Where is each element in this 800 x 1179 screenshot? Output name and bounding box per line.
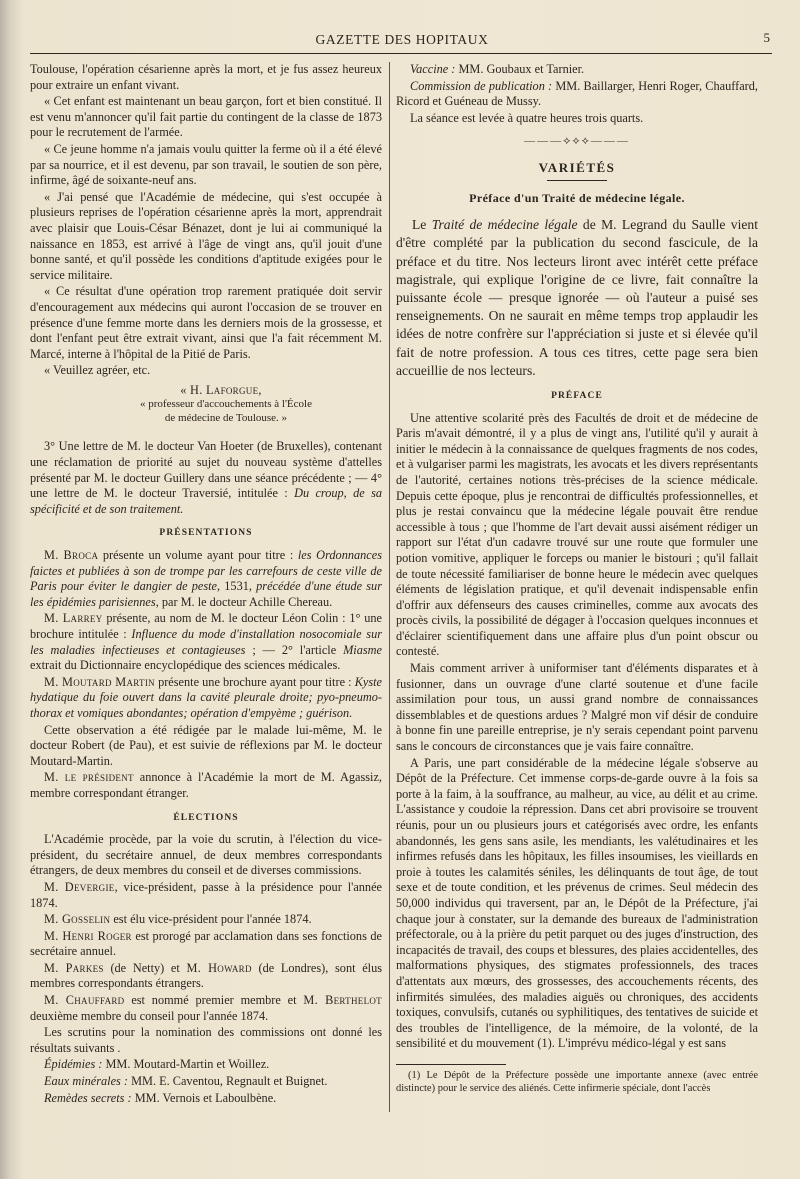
- member-name: M. Gosselin: [44, 912, 111, 927]
- commission-members: MM. Goubaux et Tarnier.: [458, 62, 585, 76]
- commission-members: MM. Moutard-Martin et Woillez.: [105, 1057, 270, 1072]
- commission-label: Eaux minérales :: [44, 1074, 129, 1089]
- newspaper-title: GAZETTE DES HOPITAUX: [315, 32, 489, 47]
- correspondence-item: [30, 439, 382, 517]
- section-heading-preface: PRÉFACE: [551, 390, 603, 401]
- letter-paragraph: « Cet enfant est maintenant un beau garçon, fort et bien constitué. Il est venu m'annoncer qu'il fait partie du contingent de la classe de 1873 pour le recrutement de l'armée.: [30, 94, 382, 140]
- work-title: Miasme: [343, 642, 382, 657]
- presentation-moutard: [30, 675, 382, 722]
- presentation-text: présente, au nom de M. le docteur Léon Colin : 1° une brochure intitulée :: [30, 611, 382, 641]
- commission-label: Commission de publication :: [410, 78, 553, 93]
- speaker-name: M. Larrey: [44, 611, 103, 626]
- election-chauffard: [30, 993, 382, 1024]
- election-text: (de Netty) et: [110, 960, 180, 975]
- presentation-text: présente une brochure ayant pour titre :: [158, 674, 352, 689]
- work-title: Kyste hydatique du foie ouvert dans la cavité pleurale droite; pyo-pneumo-thorax et vomiques abondantes; opération d'empyème ; guérison.: [30, 674, 382, 720]
- letter-paragraph: « Ce résultat d'une opération trop rarement pratiquée doit servir d'encouragement aux médecins qui auront l'occasion de se trouver en présence d'une femme morte dans les derniers mois de la grossesse, et dont l'enfant peut être extrait vivant, ainsi que l'a fait récemment M. Marcé, interne à l'hôpital de la Pitié de Paris.: [30, 284, 382, 361]
- member-name: M. Parkes: [44, 960, 104, 975]
- commission-label: Épidémies :: [44, 1057, 103, 1072]
- section-heading-presentations: PRÉSENTATIONS: [159, 528, 253, 539]
- signature-title: de médecine de Toulouse. »: [164, 411, 288, 424]
- presentation-larrey: [30, 611, 382, 673]
- election-roger: [30, 929, 382, 960]
- preface-paragraph: Une attentive scolarité près des Facultés de droit et de médecine de Paris m'avait démontré, il y a plus de vingt ans, l'utilité qu'il y aurait à initier le médecin à la connaissance de quelques fragments de nos codes, et à vulgariser parmi les magistrats, les avocats et les divers représentants de l'autorité, certaines notions très-précises de la science médicale. Depuis cette époque, plus je rencontrai de difficultés professionnelles, et plus je restai convaincu que la médecine légale pouvait être rendue accessible à tous ; que l'homme de l'art devait aussi aisément rédiger un rapport sur l'état d'un cadavre trouvé sur une route que formuler une potion vomitive, appliquer le forceps ou manier le bistouri ; qu'il fallait de toute nécessité familiariser de bonne heure le médecin avec quelques éléments de législation pratique, et qu'il devenait indispensable enfin d'offrir aux défenseurs des causes criminelles, comme aux avocats des procès civils, la possibilité de dégager à l'occasion quelques inconnues et d'éclairer scientifiquement dans une affaire plus d'un point obscur ou contesté.: [396, 410, 758, 659]
- election-parkes-howard: [30, 961, 382, 992]
- commission-line: [30, 1074, 382, 1090]
- election-text: est élu vice-président pour l'année 1874.: [113, 912, 312, 927]
- article-title: Préface d'un Traité de médecine légale.: [469, 190, 685, 205]
- election-text: (de Londres), sont élus membres correspondants étrangers.: [30, 960, 382, 991]
- commission-members: MM. E. Caventou, Regnault et Buignet.: [131, 1074, 328, 1089]
- election-text: est prorogé par acclamation dans ses fonctions de secrétaire annuel.: [30, 928, 382, 959]
- presentation-broca: [30, 548, 382, 610]
- work-title: les Ordonnances faictes et publiées à son de trompe par les carrefours de ceste ville de Paris pour éviter le dangier de peste: [30, 548, 382, 594]
- column-divider: [389, 62, 390, 1112]
- seance-closing: La séance est levée à quatre heures trois quarts.: [410, 110, 644, 125]
- section-heading-elections: ÉLECTIONS: [173, 812, 239, 823]
- presentation-text: ; — 2° l'article: [252, 642, 337, 657]
- member-name: M. Devergie: [44, 879, 115, 894]
- preface-paragraph: Mais comment arriver à uniformiser tant d'éléments disparates et à fusionner, dans un ouvrage d'une clarté soutenue et d'une facile assimilation pour tous, un aussi grand nombre de connaissances dissemblables et de questions ardues ? Malgré mon vif désir de conduire à bonne fin une pareille entreprise, je n'y serais cependant point parvenu sans le concours de circonstances que je vais faire connaître.: [396, 661, 758, 754]
- letter-paragraph: « Ce jeune homme n'a jamais voulu quitter la ferme où il a été élevé par sa nourrice, et il est devenu, par son travail, le soutien de son père, infirme, âgé de soixante-neuf ans.: [30, 141, 382, 188]
- scrutins-paragraph: Les scrutins pour la nomination des commissions ont donné les résultats suivants .: [30, 1025, 382, 1055]
- book-title: Traité de médecine légale: [431, 217, 578, 233]
- commission-line: [30, 1057, 382, 1073]
- commission-members: MM. Vernois et Laboulbène.: [134, 1090, 277, 1105]
- presentation-text: , par M. le docteur Achille Chereau.: [155, 594, 333, 609]
- article-intro: [396, 216, 758, 380]
- intro-text: de M. Legrand du Saulle vient d'être complété par la publication du second fascicule, de la préface et du titre. Nos lecteurs liront avec intérêt cette préface magistrale, qui explique l'origine de ce livre, fait connaître la puissante école — presque ignorée — où l'auteur a puisé ses renseignements. On ne saurait en même temps trop applaudir les idées de notre confrère sur l'appréciation si juste et si élevée qu'il fait de notre profession. A tous ces titres, cette page sera bien accueillie de nos lecteurs.: [396, 217, 758, 378]
- ornament-divider: ———⟡⟡⟡———: [524, 135, 630, 148]
- commission-line: [396, 62, 758, 78]
- speaker-name: M. Moutard Martin: [44, 674, 155, 689]
- footnote-rule: [396, 1064, 506, 1065]
- election-text: est nommé premier membre et: [131, 993, 297, 1008]
- section-heading-varietes: VARIÉTÉS: [538, 159, 616, 175]
- page-header: [22, 30, 782, 52]
- commission-label: Vaccine :: [410, 62, 456, 76]
- election-gosselin: [30, 912, 382, 928]
- presentation-text: présente un volume ayant pour titre :: [102, 548, 294, 563]
- presentation-text: extrait du Dictionnaire encyclopédique des sciences médicales.: [30, 658, 341, 673]
- member-name: M. Howard: [186, 960, 252, 975]
- commission-label: Remèdes secrets :: [44, 1090, 132, 1105]
- election-devergie: [30, 880, 382, 911]
- header-rule: [30, 53, 772, 54]
- work-title: Influence du mode d'installation nosocomiale sur les maladies infectieuses et contagieuses: [30, 627, 382, 657]
- letter-paragraph: « Veuillez agréer, etc.: [44, 363, 151, 378]
- member-name: M. Berthelot: [303, 993, 382, 1008]
- signature-name: « H. Laforgue,: [180, 382, 262, 397]
- commission-members: MM. Baillarger, Henri Roger, Chauffard, Ricord et Guéneau de Mussy.: [396, 78, 758, 109]
- short-rule: [547, 180, 607, 181]
- intro-text: Le: [412, 217, 427, 233]
- item-title: Du croup, de sa spécificité et de son traitement.: [30, 486, 382, 516]
- commission-line: [30, 1091, 382, 1107]
- page-number: 5: [763, 30, 770, 45]
- presentation-text: , 1531,: [217, 579, 252, 594]
- commission-line: [396, 79, 758, 110]
- election-text: deuxième membre du conseil pour l'année 1874.: [30, 1008, 269, 1023]
- item-text: 3° Une lettre de M. le docteur Van Hoeter (de Bruxelles), contenant une réclamation de priorité au sujet du nouveau système d'attelles présenté par M. le docteur Guillery dans une séance précédente ; — 4° une lettre de M. le docteur Traversié, intitulée :: [30, 439, 382, 501]
- speaker-name: M. le président: [44, 770, 134, 785]
- member-name: M. Chauffard: [44, 993, 125, 1008]
- left-column: [30, 62, 382, 1172]
- announcement-text: annonce à l'Académie la mort de M. Agassiz, membre correspondant étranger.: [30, 770, 382, 800]
- president-announcement: [30, 770, 382, 801]
- right-column: [396, 62, 758, 1172]
- signature-title: « professeur d'accouchements à l'École: [140, 398, 312, 411]
- election-text: , vice-président, passe à la présidence pour l'année 1874.: [30, 879, 382, 910]
- footnote: (1) Le Dépôt de la Préfecture possède une importante annexe (avec entrée distincte) pour le service des aliénés. Cette infirmerie spéciale, dont l'accès: [396, 1069, 758, 1094]
- elections-paragraph: L'Académie procède, par la voie du scrutin, à l'élection du vice-président, du secrétaire annuel, de deux membres correspondants étrangers, de deux membres du conseil et de diverses commissions.: [30, 832, 382, 878]
- speaker-name: M. Broca: [44, 548, 99, 563]
- member-name: M. Henri Roger: [44, 928, 132, 943]
- observation-paragraph: Cette observation a été rédigée par le malade lui-même, M. le docteur Robert (de Pau), et est suivie de réflexions par M. le docteur Moutard-Martin.: [30, 722, 382, 768]
- letter-paragraph: « J'ai pensé que l'Académie de médecine, qui s'est occupée à plusieurs reprises de l'opération césarienne après la mort, apprendrait avec plaisir que Louis-César Bénazet, dont je lui ai communiqué la naissance en 1853, est arrivé à l'âge de vingt ans, qu'il jouit d'une bonne santé, et qu'il possède les conditions d'aptitude exigées pour le service militaire.: [30, 189, 382, 282]
- work-title: précédée d'une étude sur les épidémies parisiennes: [30, 579, 382, 609]
- letter-paragraph: Toulouse, l'opération césarienne après la mort, et je fus assez heureux pour extraire un enfant vivant.: [30, 62, 382, 92]
- preface-paragraph: A Paris, une part considérable de la médecine légale s'observe au Dépôt de la Préfecture. Cet immense corps-de-garde ouvre à la fois sa porte à la faim, à la souffrance, au malheur, au vice, au délit et au crime. L'assistance y coudoie la répression. Dans cet abri provisoire se trouvent réunis, pour un ou plusieurs jours et catégorisés avec ordre, les enfants abandonnés, les gens sans asile, les mendiants, les valétudinaires et les infirmes refusés dans les hôpitaux, les filles insoumises, les vieillards en proie à toutes les calamités séniles, les délinquants de tout âge, de tout sexe et de toute condition, et les prévenus de crimes. Seul médecin des 50,000 individus qui traversent, par an, le Dépôt de la Préfecture, j'ai chaque jour à constater, sur la demande des bureaux de l'administration préfectorale, ou à la prière du petit parquet ou des juges d'instruction, des incapacités de travail, des coups et blessures, des plaies accidentelles, des malformations physiques, des stigmates professionnels, des traces d'attentats aux mœurs, des grossesses, des accouchements récents, des infirmités simulées, des maladies aiguës ou chroniques, des accidents toxiques, convulsifs, cutanés ou syphilitiques, des tentatives de suicide et des troubles de l'intelligence, de la mémoire, de la volonté, de la sensibilité et du mouvement (1). L'imprévu médico-légal y est sans: [396, 755, 758, 1051]
